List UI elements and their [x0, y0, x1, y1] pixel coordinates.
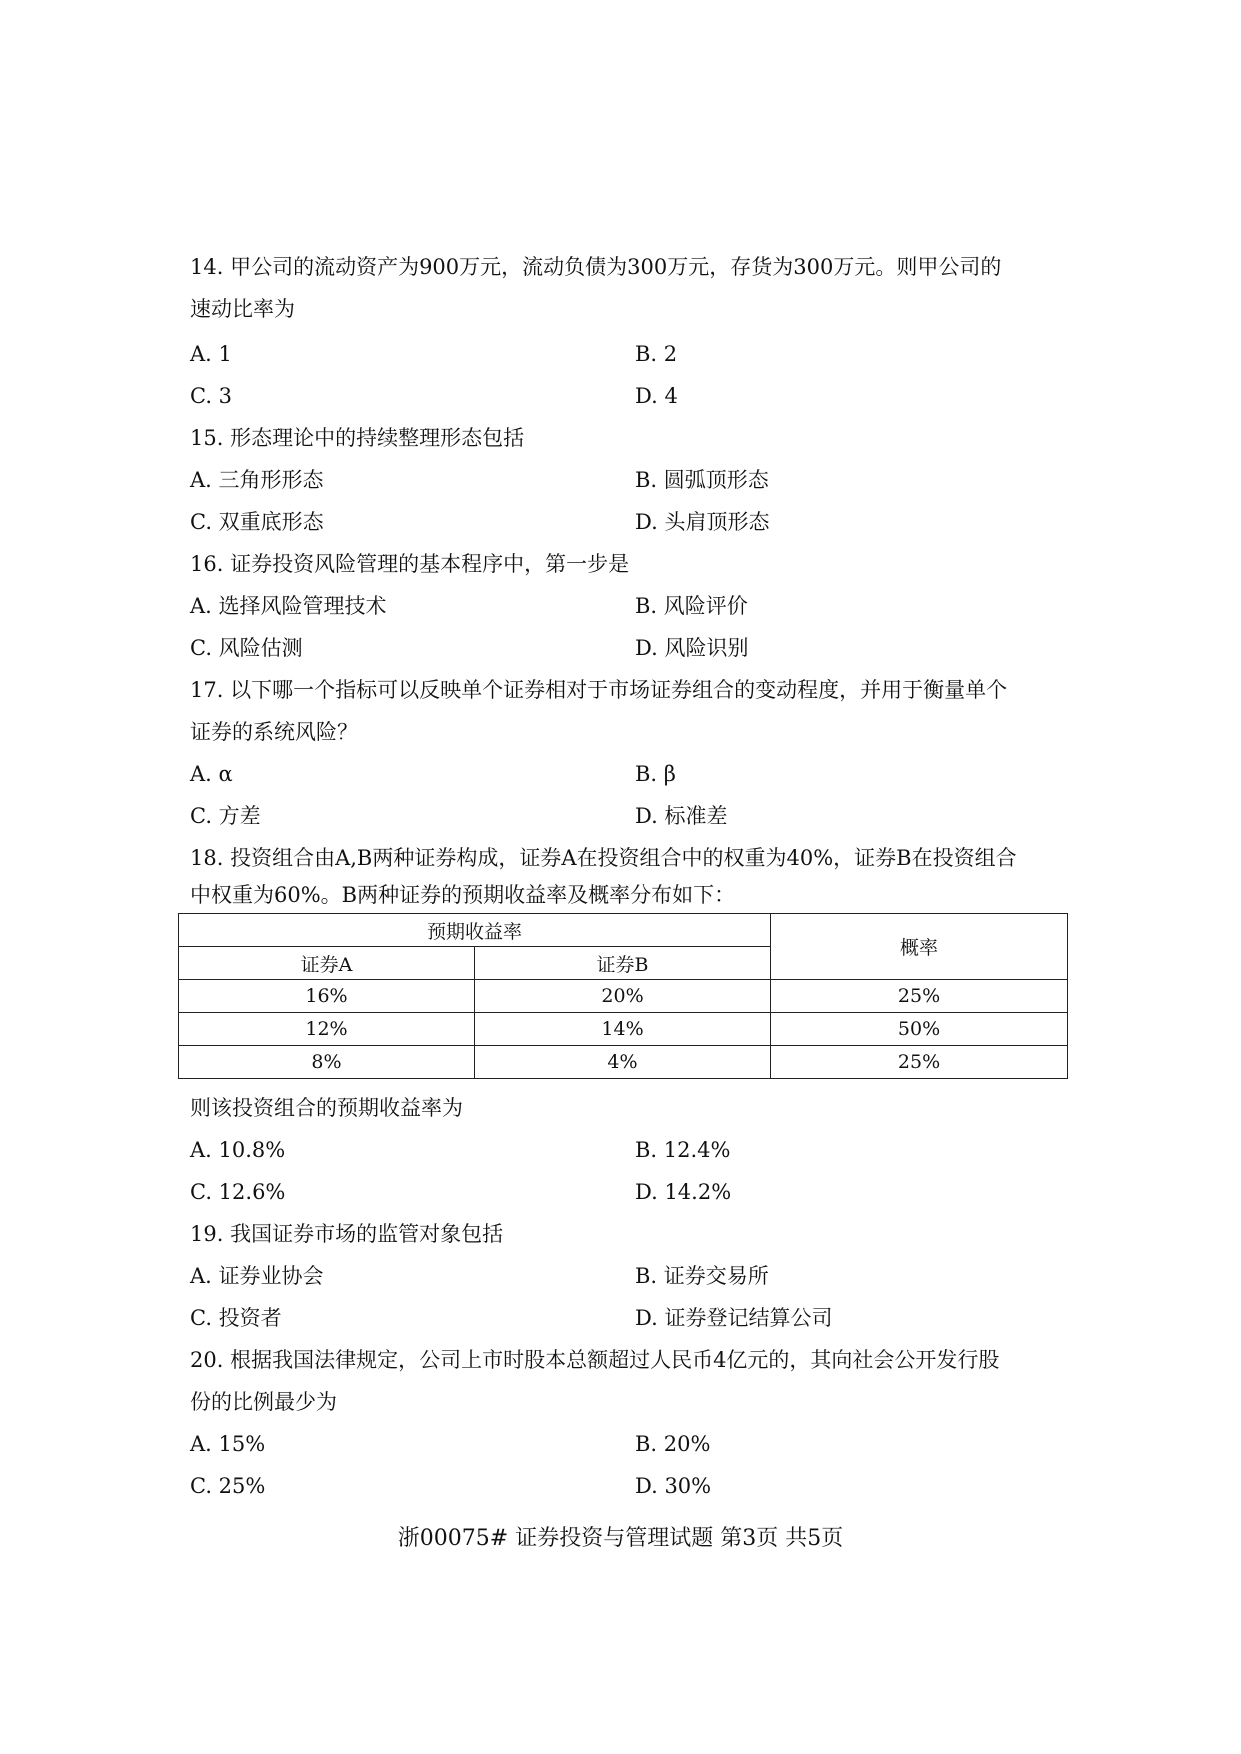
question-18-option-d: D. 14.2% [635, 1180, 732, 1204]
question-17-option-d: D. 标准差 [635, 804, 728, 828]
question-17-stem-line1: 17. 以下哪一个指标可以反映单个证券相对于市场证券组合的变动程度，并用于衡量单个 [190, 678, 1008, 702]
question-20-stem-line2: 份的比例最少为 [190, 1390, 337, 1414]
question-20-option-b: B. 20% [635, 1432, 711, 1456]
question-15-option-b: B. 圆弧顶形态 [635, 468, 769, 492]
question-18-option-b: B. 12.4% [635, 1138, 731, 1162]
question-18-stem-line1: 18. 投资组合由A,B两种证券构成，证券A在投资组合中的权重为40%，证券B在投资组合 [190, 846, 1017, 870]
table-cell: 20% [475, 980, 771, 1013]
question-18-stem-line3: 则该投资组合的预期收益率为 [190, 1096, 463, 1120]
question-14-option-a: A. 1 [190, 342, 232, 366]
header-expected-return: 预期收益率 [179, 914, 771, 947]
question-14-option-d: D. 4 [635, 384, 678, 408]
question-20-stem-line1: 20. 根据我国法律规定，公司上市时股本总额超过人民币4亿元的，其向社会公开发行股 [190, 1348, 1000, 1372]
question-14-option-b: B. 2 [635, 342, 678, 366]
table-cell: 25% [771, 1046, 1068, 1079]
question-14-option-c: C. 3 [190, 384, 233, 408]
question-18-stem-line2: 中权重为60%。B两种证券的预期收益率及概率分布如下： [190, 883, 736, 907]
question-17-stem-line2: 证券的系统风险？ [190, 720, 358, 744]
question-20-option-a: A. 15% [190, 1432, 266, 1456]
question-16-stem: 16. 证券投资风险管理的基本程序中，第一步是 [190, 552, 630, 576]
question-16-option-c: C. 风险估测 [190, 636, 303, 660]
table-cell: 50% [771, 1013, 1068, 1046]
question-19-stem: 19. 我国证券市场的监管对象包括 [190, 1222, 504, 1246]
question-15-option-c: C. 双重底形态 [190, 510, 324, 534]
question-20-option-c: C. 25% [190, 1474, 266, 1498]
return-distribution-table [178, 913, 1068, 1079]
question-18-option-a: A. 10.8% [190, 1138, 286, 1162]
table-cell: 25% [771, 980, 1068, 1013]
table-cell: 16% [179, 980, 475, 1013]
question-15-stem: 15. 形态理论中的持续整理形态包括 [190, 426, 525, 450]
header-security-b: 证券B [475, 947, 771, 980]
question-15-option-a: A. 三角形形态 [190, 468, 324, 492]
question-14-stem-line2: 速动比率为 [190, 297, 295, 321]
page-footer: 浙00075# 证券投资与管理试题 第3页 共5页 [397, 1526, 844, 1551]
question-17-option-b: B. β [635, 762, 676, 786]
question-15-option-d: D. 头肩顶形态 [635, 510, 770, 534]
question-19-option-d: D. 证券登记结算公司 [635, 1306, 833, 1330]
question-19-option-c: C. 投资者 [190, 1306, 282, 1330]
question-16-option-d: D. 风险识别 [635, 636, 749, 660]
table-cell: 8% [179, 1046, 475, 1079]
question-16-option-a: A. 选择风险管理技术 [190, 594, 387, 618]
question-17-option-a: A. α [190, 762, 233, 786]
question-20-option-d: D. 30% [635, 1474, 712, 1498]
question-18-option-c: C. 12.6% [190, 1180, 286, 1204]
table-row [179, 980, 1068, 1013]
table-cell: 4% [475, 1046, 771, 1079]
question-19-option-b: B. 证券交易所 [635, 1264, 769, 1288]
header-security-a: 证券A [179, 947, 475, 980]
table-row [179, 1046, 1068, 1079]
question-16-option-b: B. 风险评价 [635, 594, 748, 618]
question-14-stem-line1: 14. 甲公司的流动资产为900万元，流动负债为300万元，存货为300万元。则甲公司的 [190, 255, 1002, 279]
question-17-option-c: C. 方差 [190, 804, 261, 828]
table-cell: 12% [179, 1013, 475, 1046]
table-row [179, 1013, 1068, 1046]
table-cell: 14% [475, 1013, 771, 1046]
question-19-option-a: A. 证券业协会 [190, 1264, 324, 1288]
header-probability: 概率 [771, 914, 1068, 980]
